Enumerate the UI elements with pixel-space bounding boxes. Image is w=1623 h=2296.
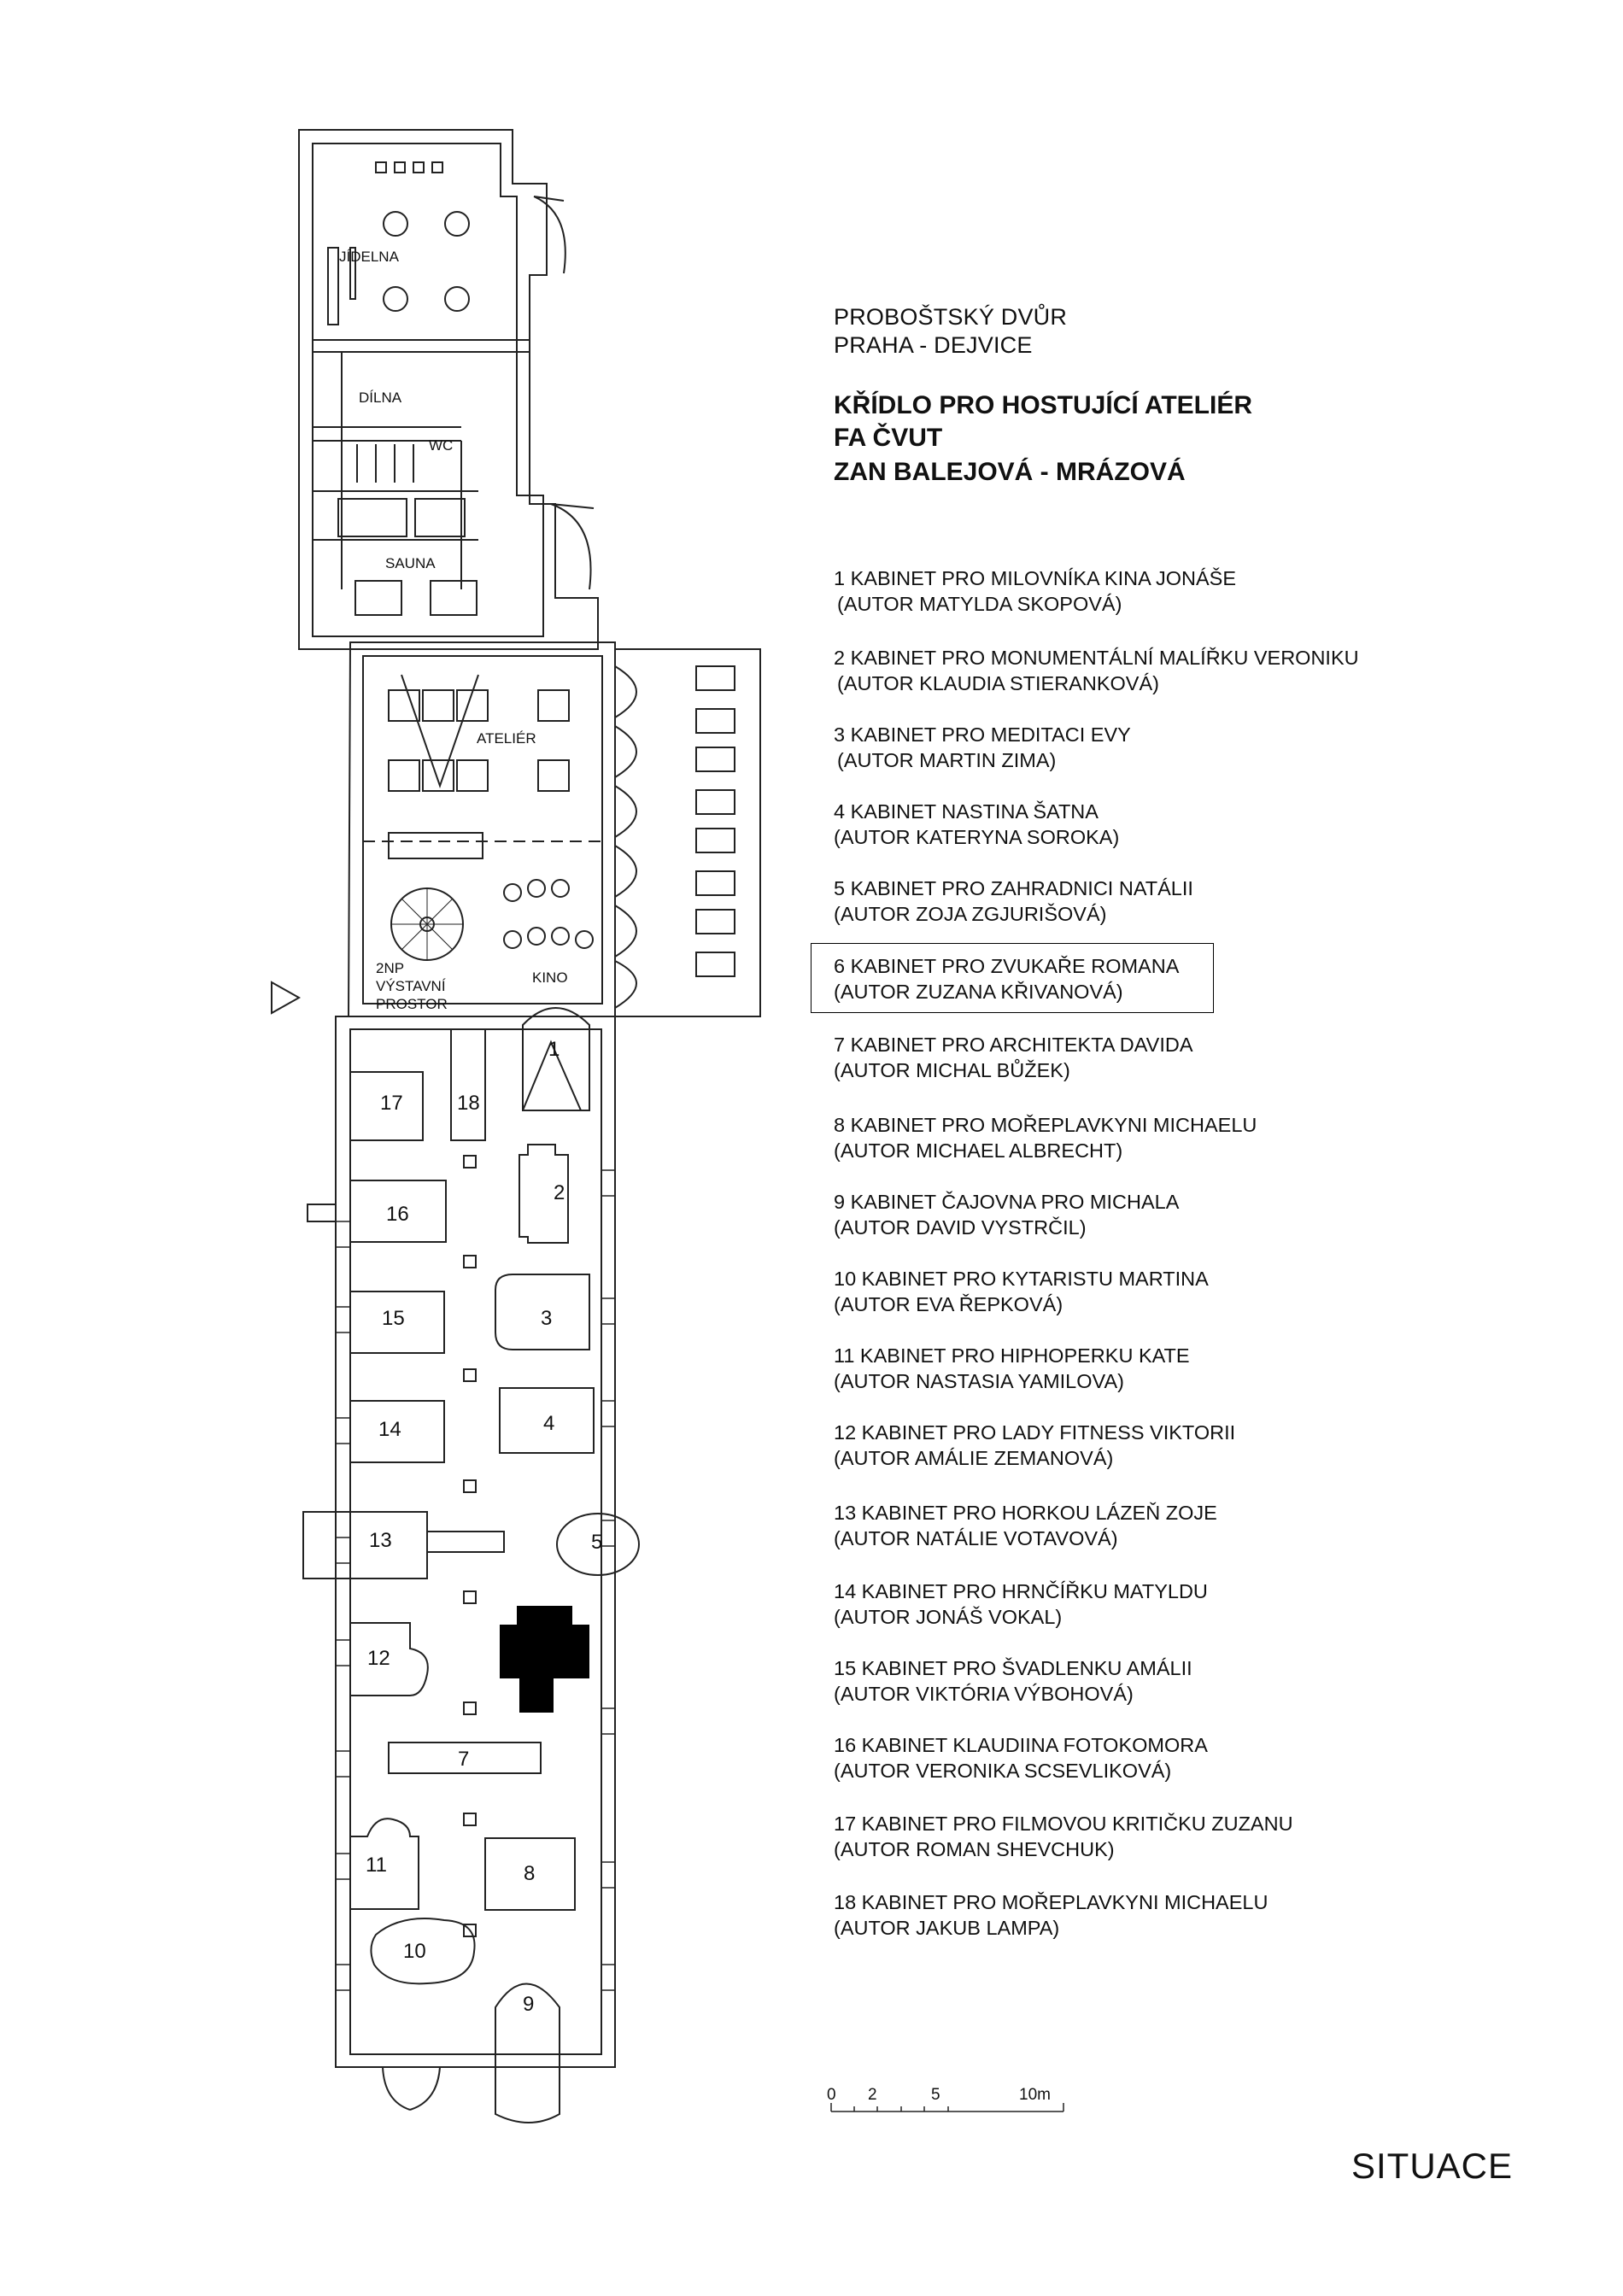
legend-item-12: 12 KABINET PRO LADY FITNESS VIKTORII (AUTOR AMÁLIE ZEMANOVÁ) xyxy=(834,1421,1236,1469)
legend-item-11: 11 KABINET PRO HIPHOPERKU KATE (AUTOR NASTASIA YAMILOVA) xyxy=(834,1344,1190,1392)
cabinet-number: 14 xyxy=(378,1418,401,1441)
atelier-desks xyxy=(389,675,569,858)
project-location-line1: PROBOŠTSKÝ DVŮR xyxy=(834,304,1068,330)
cabinet-number: 17 xyxy=(380,1092,403,1115)
legend-item-5: 5 KABINET PRO ZAHRADNICI NATÁLII (AUTOR ZOJA ZGJURIŠOVÁ) xyxy=(834,877,1193,925)
room-label-kino: KINO xyxy=(532,969,568,986)
scale-label-10m: 10m xyxy=(1019,2086,1051,2104)
cabinet-number: 16 xyxy=(386,1203,409,1226)
cabinet-number: 10 xyxy=(403,1940,426,1963)
cabinet-number: 11 xyxy=(366,1854,387,1877)
scale-label-0: 0 xyxy=(827,2086,836,2104)
greenhouse-annex xyxy=(615,649,760,1016)
entry-triangle-icon xyxy=(272,982,299,1013)
greenhouse-doors xyxy=(615,666,636,1008)
scale-label-2: 2 xyxy=(868,2086,877,2104)
cabinet-number: 1 xyxy=(548,1038,560,1061)
project-title-line1: KŘÍDLO PRO HOSTUJÍCÍ ATELIÉR xyxy=(834,391,1253,419)
legend-item-7: 7 KABINET PRO ARCHITEKTA DAVIDA (AUTOR MICHAL BŮŽEK) xyxy=(834,1034,1193,1081)
cabinet-number: 15 xyxy=(382,1307,405,1330)
project-title-line3: ZAN BALEJOVÁ - MRÁZOVÁ xyxy=(834,458,1186,486)
project-location-line2: PRAHA - DEJVICE xyxy=(834,332,1033,358)
cabinet-6-solid-block xyxy=(500,1606,589,1713)
room-label-jidelna: JÍDELNA xyxy=(339,249,399,265)
cabinet-number: 7 xyxy=(458,1748,470,1771)
scale-label-5: 5 xyxy=(931,2086,940,2104)
room-label-sauna: SAUNA xyxy=(385,555,436,571)
dining-tables xyxy=(328,162,469,325)
cabinet-number: 13 xyxy=(369,1529,392,1552)
legend-item-17: 17 KABINET PRO FILMOVOU KRITIČKU ZUZANU (AUTOR ROMAN SHEVCHUK) xyxy=(834,1813,1293,1860)
legend-item-16: 16 KABINET KLAUDIINA FOTOKOMORA (AUTOR VERONIKA SCSEVLIKOVÁ) xyxy=(834,1734,1208,1782)
legend-item-14: 14 KABINET PRO HRNČÍŘKU MATYLDU (AUTOR JONÁŠ VOKAL) xyxy=(834,1580,1208,1628)
sheet-title: SITUACE xyxy=(1351,2146,1514,2186)
legend-item-6: 6 KABINET PRO ZVUKAŘE ROMANA (AUTOR ZUZANA KŘIVANOVÁ) xyxy=(834,955,1180,1003)
greenhouse-tables xyxy=(696,666,735,976)
entrance-doors-south xyxy=(383,2067,440,2110)
kino-seats xyxy=(504,880,593,948)
legend-item-1: 1 KABINET PRO MILOVNÍKA KINA JONÁŠE (AUTOR MATYLDA SKOPOVÁ) xyxy=(834,567,1237,615)
cabinet-number: 5 xyxy=(591,1531,603,1554)
cabinet-number: 2 xyxy=(554,1181,565,1204)
legend-item-15: 15 KABINET PRO ŠVADLENKU AMÁLII (AUTOR VIKTÓRIA VÝBOHOVÁ) xyxy=(834,1657,1192,1705)
room-label-atelier: ATELIÉR xyxy=(477,730,536,747)
legend-item-13: 13 KABINET PRO HORKOU LÁZEŇ ZOJE (AUTOR NATÁLIE VOTAVOVÁ) xyxy=(834,1502,1217,1549)
room-label-dilna: DÍLNA xyxy=(359,390,402,406)
legend-item-2: 2 KABINET PRO MONUMENTÁLNÍ MALÍŘKU VERONIKU (AUTOR KLAUDIA STIERANKOVÁ) xyxy=(834,647,1359,694)
legend-item-3: 3 KABINET PRO MEDITACI EVY (AUTOR MARTIN ZIMA) xyxy=(834,723,1131,771)
room-label-exhibit-3: PROSTOR xyxy=(376,996,448,1012)
cabinet-number: 4 xyxy=(543,1412,555,1435)
cabinet-18-shape xyxy=(451,1029,485,1140)
cabinet-number: 8 xyxy=(524,1862,536,1885)
legend-item-8: 8 KABINET PRO MOŘEPLAVKYNI MICHAELU (AUTOR MICHAEL ALBRECHT) xyxy=(834,1114,1257,1162)
north-wing-outer-wall xyxy=(299,130,598,649)
cabinet-number: 9 xyxy=(523,1993,535,2016)
cabinet-number: 18 xyxy=(457,1092,480,1115)
cabinet-number: 3 xyxy=(541,1307,553,1330)
legend-item-18: 18 KABINET PRO MOŘEPLAVKYNI MICHAELU (AUTOR JAKUB LAMPA) xyxy=(834,1891,1269,1939)
entrance-doors-north xyxy=(534,196,565,273)
cabinet-13-shape xyxy=(303,1512,427,1578)
room-label-exhibit-2: VÝSTAVNÍ xyxy=(376,978,446,994)
legend-item-10: 10 KABINET PRO KYTARISTU MARTINA (AUTOR EVA ŘEPKOVÁ) xyxy=(834,1268,1209,1315)
cabinet-number: 12 xyxy=(367,1647,390,1670)
legend-item-4: 4 KABINET NASTINA ŠATNA (AUTOR KATERYNA SOROKA) xyxy=(834,800,1120,848)
legend-item-9: 9 KABINET ČAJOVNA PRO MICHALA (AUTOR DAVID VYSTRČIL) xyxy=(834,1191,1180,1239)
project-title-line2: FA ČVUT xyxy=(834,424,943,452)
room-label-exhibit-1: 2NP xyxy=(376,960,405,976)
room-label-wc: WC xyxy=(429,437,454,454)
